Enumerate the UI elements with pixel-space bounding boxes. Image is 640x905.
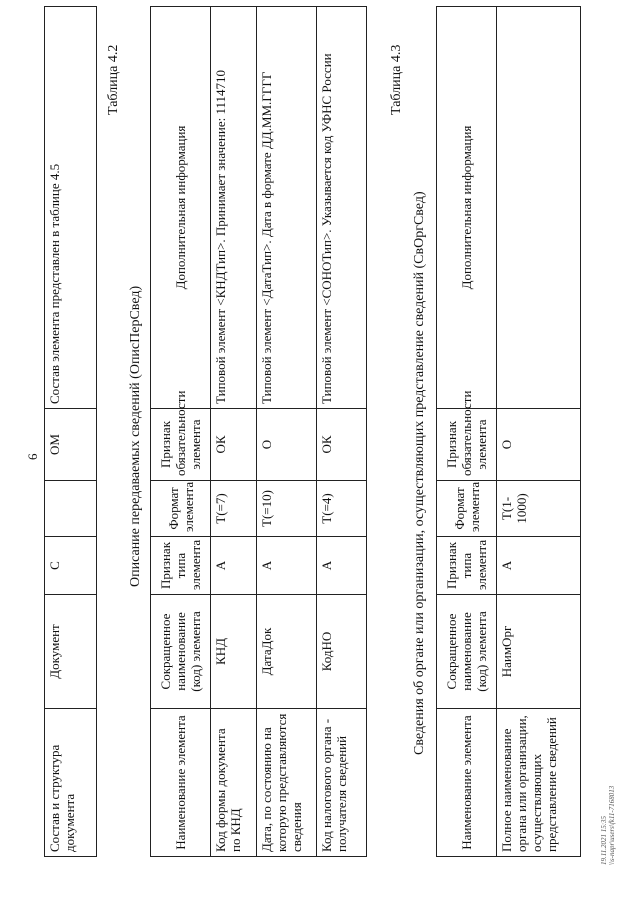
cell-required: ОМ (45, 409, 97, 481)
table-4-2-label: Таблица 4.2 (106, 44, 121, 115)
cell-type: А (257, 537, 317, 595)
cell-format: Т(=10) (257, 481, 317, 537)
table-4-2-caption: Описание передаваемых сведений (ОписПерСвед) (128, 285, 143, 587)
cell-name: Состав и структура документа (45, 709, 97, 857)
table-4-3-label: Таблица 4.3 (389, 44, 404, 115)
stamp-path: \\s-napr\users\fk11-7168013 (608, 785, 616, 865)
table-top-continuation (44, 6, 97, 857)
cell-code: КодНО (317, 595, 367, 709)
cell-format: Т(=7) (211, 481, 257, 537)
cell-info: Состав элемента представлен в таблице 4.5 (45, 7, 97, 409)
cell-code: НаимОрг (497, 595, 581, 709)
cell-required: ОК (317, 409, 367, 481)
header-name: Наименование элемента (151, 709, 211, 857)
cell-type: С (45, 537, 97, 595)
header-required: Признак обязательности элемента (151, 409, 211, 481)
header-format: Формат элемента (151, 481, 211, 537)
cell-code: Документ (45, 595, 97, 709)
cell-code: ДатаДок (257, 595, 317, 709)
table-row (211, 7, 257, 857)
cell-info: Типовой элемент <КНДТип>. Принимает значение: 1114710 (211, 7, 257, 409)
header-type: Признак типа элемента (437, 537, 497, 595)
table-row (497, 7, 581, 857)
cell-info: Типовой элемент <СОНОТип>. Указывается код УФНС России (317, 7, 367, 409)
cell-info: Типовой элемент <ДатаТип>. Дата в формате ДД.ММ.ГГГГ (257, 7, 317, 409)
stamp-datetime: 19.11.2021 15:35 (600, 815, 608, 865)
header-name: Наименование элемента (437, 709, 497, 857)
cell-required: ОК (211, 409, 257, 481)
header-info: Дополнительная информация (437, 7, 497, 409)
print-stamp (600, 786, 616, 865)
header-type: Признак типа элемента (151, 537, 211, 595)
header-code: Сокращенное наименование (код) элемента (151, 595, 211, 709)
header-required: Признак обязательности элемента (437, 409, 497, 481)
table-row (317, 7, 367, 857)
table-header-row (151, 7, 211, 857)
cell-name: Дата, по состоянию на которую представляются сведения (257, 709, 317, 857)
table-row (257, 7, 317, 857)
table-4-3 (436, 6, 581, 857)
table-header-row (437, 7, 497, 857)
cell-type: А (317, 537, 367, 595)
cell-type: А (211, 537, 257, 595)
cell-name: Код формы документа по КНД (211, 709, 257, 857)
cell-type: А (497, 537, 581, 595)
cell-required: О (497, 409, 581, 481)
page-number: 6 (25, 453, 40, 460)
cell-name: Код налогового органа - получателя сведений (317, 709, 367, 857)
cell-name: Полное наименование органа или организации, осуществляющих представление сведений (497, 709, 581, 857)
header-info: Дополнительная информация (151, 7, 211, 409)
table-4-3-caption: Сведения об органе или организации, осуществляющих представление сведений (СвОргСвед) (412, 191, 427, 755)
header-format: Формат элемента (437, 481, 497, 537)
cell-code: КНД (211, 595, 257, 709)
cell-info (497, 7, 581, 409)
cell-format: Т(=4) (317, 481, 367, 537)
cell-format (45, 481, 97, 537)
cell-format: Т(1-1000) (497, 481, 581, 537)
cell-required: О (257, 409, 317, 481)
table-4-2 (150, 6, 367, 857)
header-code: Сокращенное наименование (код) элемента (437, 595, 497, 709)
table-row (45, 7, 97, 857)
